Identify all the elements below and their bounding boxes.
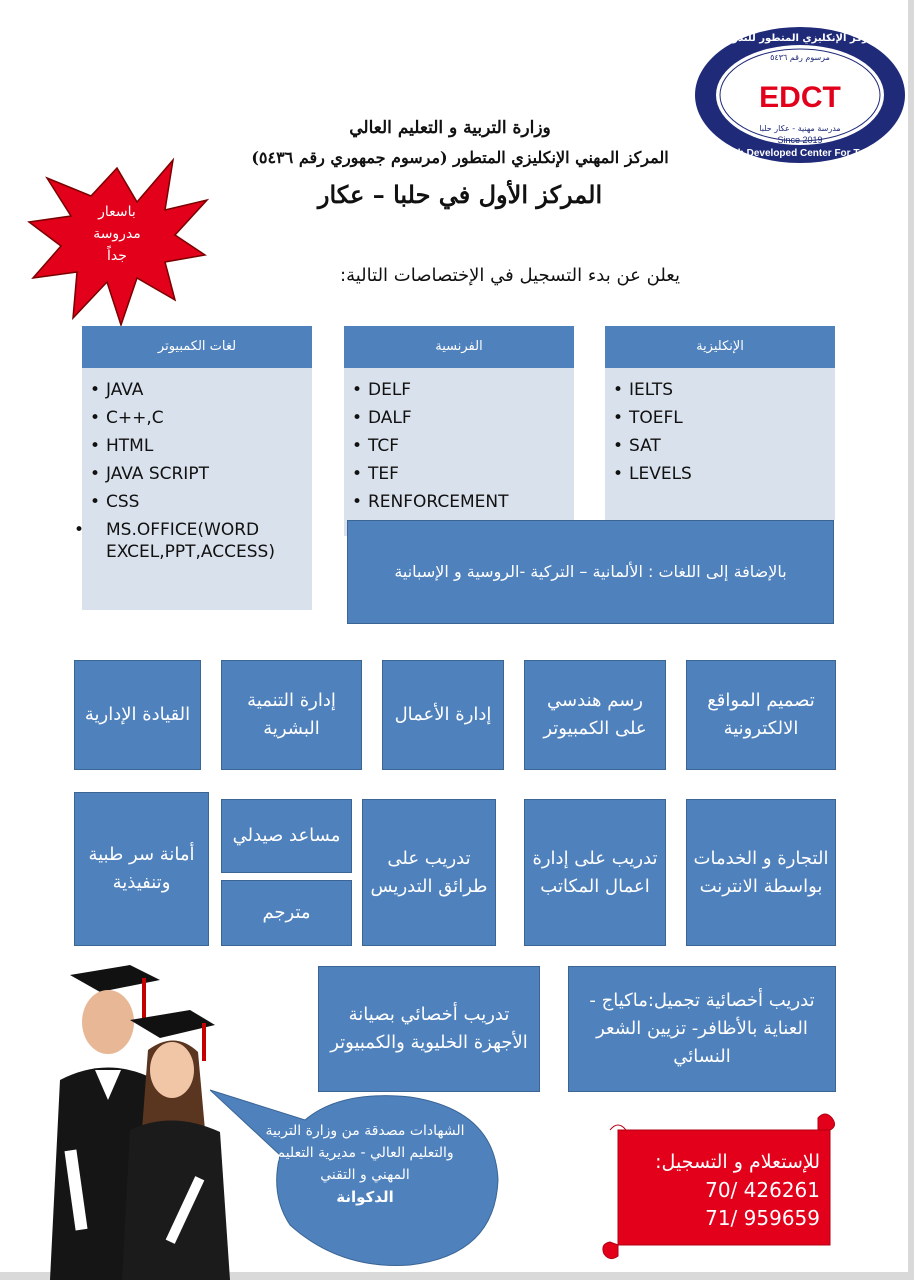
logo-inner-2: مدرسة مهنية - عكار حلبا: [759, 124, 841, 133]
list-item: • MS.OFFICE(WORD EXCEL,PPT,ACCESS): [74, 520, 275, 562]
computer-list: [74, 368, 312, 610]
list-item: • DALF: [352, 408, 412, 428]
contact-info: [640, 1148, 820, 1232]
list-item: • SAT: [613, 436, 661, 456]
ministry-title: وزارة التربية و التعليم العالي: [349, 118, 551, 138]
list-item: • TCF: [352, 436, 400, 456]
course-medical-secretary: أمانة سر طبية وتنفيذية: [74, 792, 209, 946]
list-item: • LEVELS: [613, 464, 692, 484]
list-item: • TEF: [352, 464, 399, 484]
logo-ring-top: المركز الإنكليزي المتطور للتدريب: [717, 33, 883, 44]
course-web-design: تصميم المواقع الالكترونية: [686, 660, 836, 770]
promo-line-2: مدروسة: [93, 226, 141, 242]
edct-logo: [693, 25, 907, 165]
english-column: [605, 326, 835, 520]
list-item: • IELTS: [613, 380, 674, 400]
french-list: [344, 368, 574, 536]
english-list: [605, 368, 835, 520]
course-office-management: تدريب على إدارة اعمال المكاتب: [524, 799, 666, 946]
contact-phone-1[interactable]: 70/ 426261: [705, 1178, 820, 1202]
certificate-text: الشهادات مصدقة من وزارة التربية والتعليم العالي - مديرية التعليم المهني و التقني: [265, 1123, 465, 1183]
promo-line-1: باسعار: [98, 204, 136, 220]
contact-phone-2[interactable]: 71/ 959659: [705, 1206, 820, 1230]
course-beauty-specialist: تدريب أخصائية تجميل:ماكياج - العناية بالأظافر- تزيين الشعر النسائي: [568, 966, 836, 1092]
contact-title: للإستعلام و التسجيل:: [655, 1151, 820, 1173]
column-title-french: الفرنسية: [344, 326, 574, 368]
list-item: • C++,C: [90, 408, 164, 428]
list-item: • JAVA: [90, 380, 144, 400]
course-business: إدارة الأعمال: [382, 660, 504, 770]
logo-ring-bottom: English Developed Center For Training: [707, 148, 893, 159]
course-leadership: القيادة الإدارية: [74, 660, 201, 770]
course-translator: مترجم: [221, 880, 352, 946]
column-title-computer: لغات الكمبيوتر: [82, 326, 312, 368]
list-item: • RENFORCEMENT: [352, 492, 509, 512]
course-teaching-methods: تدريب على طرائق التدريس: [362, 799, 496, 946]
list-item: • CSS: [90, 492, 140, 512]
center-title: المركز المهني الإنكليزي المتطور (مرسوم جمهوري رقم ٥٤٣٦): [251, 148, 669, 167]
logo-brand-text: EDCT: [759, 81, 841, 114]
course-ecommerce: التجارة و الخدمات بواسطة الانترنت: [686, 799, 836, 946]
course-hr: إدارة التنمية البشرية: [221, 660, 362, 770]
computer-languages-column: [74, 326, 312, 610]
list-item: • JAVA SCRIPT: [90, 464, 209, 484]
registration-announcement: يعلن عن بدء التسجيل في الإختصاصات التالية:: [340, 265, 680, 286]
promo-line-3: جداً: [107, 248, 127, 264]
certificate-note: [265, 1120, 465, 1208]
french-column: [344, 326, 574, 536]
slogan-title: المركز الأول في حلبا – عكار: [317, 180, 603, 209]
list-item: • DELF: [352, 380, 412, 400]
list-item: • HTML: [90, 436, 154, 456]
list-item: • TOEFL: [613, 408, 683, 428]
course-cad: رسم هندسي على الكمبيوتر: [524, 660, 666, 770]
page-edge-right: [908, 0, 914, 1280]
column-title-english: الإنكليزية: [605, 326, 835, 368]
certificate-location: الدكوانة: [336, 1188, 394, 1206]
price-starburst: [25, 150, 210, 330]
logo-inner-1: مرسوم رقم ٥٤٣٦: [770, 53, 830, 62]
logo-since: Since 2019: [777, 135, 823, 145]
extra-languages-box: بالإضافة إلى اللغات : الألمانية – التركية -الروسية و الإسبانية: [347, 520, 834, 624]
course-device-repair: تدريب أخصائي بصيانة الأجهزة الخليوية والكمبيوتر: [318, 966, 540, 1092]
course-pharmacy-assistant: مساعد صيدلي: [221, 799, 352, 873]
